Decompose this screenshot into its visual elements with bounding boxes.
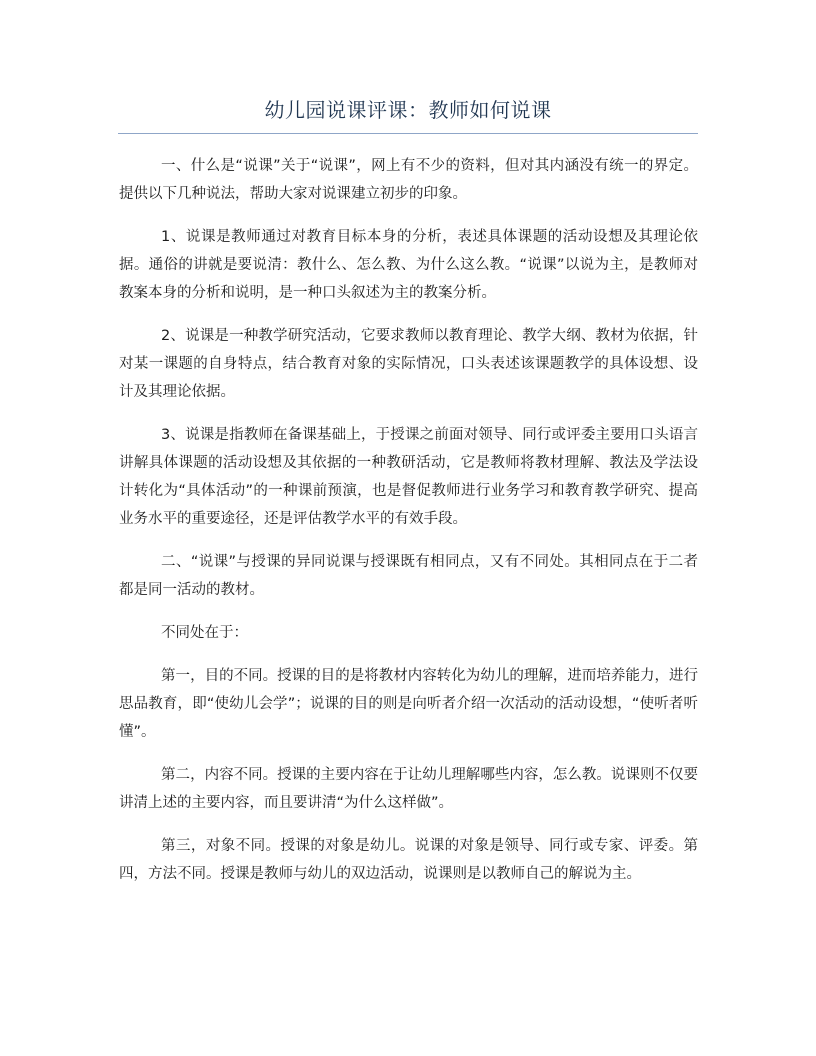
paragraph-definition-1: 1、说课是教师通过对教育目标本身的分析，表述具体课题的活动设想及其理论依据。通俗的讲就是要说清：教什么、怎么教、为什么这么教。“说课”以说为主，是教师对教案本身的分析和说明，是一种口头叙述为主的教案分析。 [119, 229, 698, 301]
paragraph-difference-content: 第二，内容不同。授课的主要内容在于让幼儿理解哪些内容，怎么教。说课则不仅要讲清上述的主要内容，而且要讲清“为什么这样做”。 [119, 767, 698, 811]
paragraph-difference-audience-method: 第三，对象不同。授课的对象是幼儿。说课的对象是领导、同行或专家、评委。第四，方法不同。授课是教师与幼儿的双边活动，说课则是以教师自己的解说为主。 [119, 838, 698, 882]
paragraph-similarities: 二、“说课”与授课的异同说课与授课既有相同点，又有不同处。其相同点在于二者都是同一活动的教材。 [119, 554, 698, 598]
paragraph-what-is-shuoke: 一、什么是“说课”关于“说课”，网上有不少的资料，但对其内涵没有统一的界定。提供以下几种说法，帮助大家对说课建立初步的印象。 [119, 158, 698, 202]
paragraph-difference-purpose: 第一，目的不同。授课的目的是将教材内容转化为幼儿的理解，进而培养能力，进行思品教育，即“使幼儿会学”；说课的目的则是向听者介绍一次活动的活动设想，“使听者听懂”。 [119, 668, 698, 740]
document-body [119, 152, 698, 903]
paragraph-definition-3: 3、说课是指教师在备课基础上，于授课之前面对领导、同行或评委主要用口头语言讲解具体课题的活动设想及其依据的一种教研活动，它是教师将教材理解、教法及学法设计转化为“具体活动”的一种课前预演，也是督促教师进行业务学习和教育教学研究、提高业务水平的重要途径，还是评估教学水平的有效手段。 [119, 427, 698, 527]
paragraph-definition-2: 2、说课是一种教学研究活动，它要求教师以教育理论、教学大纲、教材为依据，针对某一课题的自身特点，结合教育对象的实际情况，口头表述该课题教学的具体设想、设计及其理论依据。 [119, 328, 698, 400]
paragraph-differences-intro: 不同处在于： [161, 625, 249, 641]
title-underline-divider [118, 133, 698, 134]
page-title: 幼儿园说课评课：教师如何说课 [264, 98, 552, 122]
